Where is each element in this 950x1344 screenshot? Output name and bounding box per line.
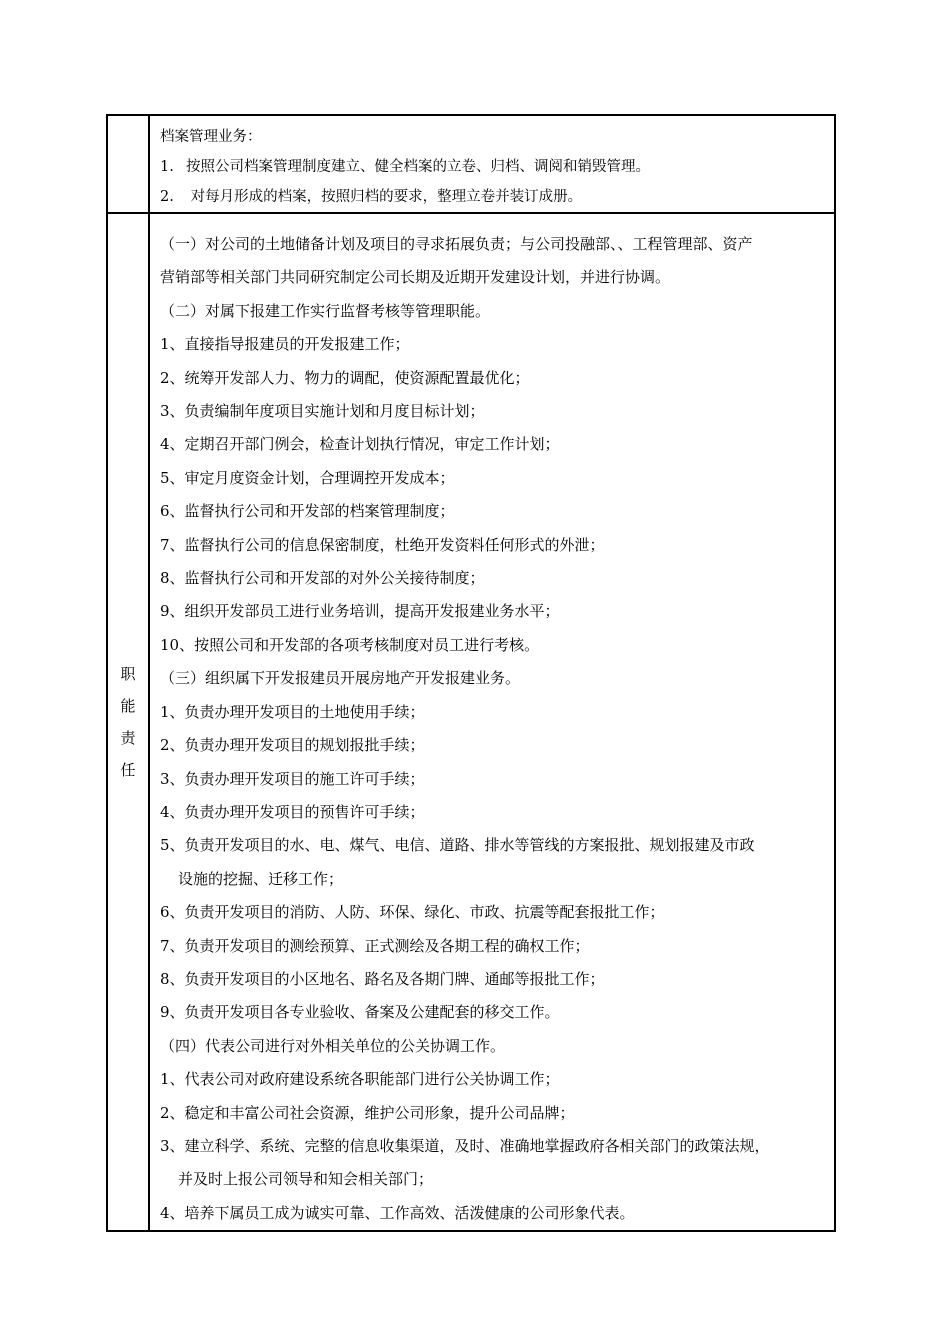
duty-line: 4、负责办理开发项目的预售许可手续； <box>160 802 425 821</box>
duties-label-char: 职 <box>120 665 136 684</box>
archive-item-text: 对每月形成的档案，按照归档的要求，整理立卷并装订成册。 <box>186 189 583 205</box>
duty-line: 8、监督执行公司和开发部的对外公关接待制度； <box>160 569 485 588</box>
duty-line: 4、定期召开部门例会，检查计划执行情况，审定工作计划； <box>160 435 560 454</box>
duty-line: 1、负责办理开发项目的土地使用手续； <box>160 702 425 721</box>
duties-content-cell <box>149 213 835 1231</box>
duty-section-heading: （三）组织属下开发报建员开展房地产开发报建业务。 <box>160 669 521 688</box>
duty-line-continuation: 设施的挖掘、迁移工作； <box>178 869 344 888</box>
archive-heading: 档案管理业务： <box>160 129 262 145</box>
responsibility-table <box>106 114 836 1232</box>
duty-line: 7、负责开发项目的测绘预算、正式测绘及各期工程的确权工作； <box>160 936 590 955</box>
duty-line: 2、稳定和丰富公司社会资源，维护公司形象，提升公司品牌； <box>160 1103 575 1122</box>
duty-line: 10、按照公司和开发部的各项考核制度对员工进行考核。 <box>160 635 540 654</box>
duty-line: 3、建立科学、系统、完整的信息收集渠道，及时、准确地掌握政府各相关部门的政策法规， <box>160 1136 770 1155</box>
duty-line: 4、培养下属员工成为诚实可靠、工作高效、活泼健康的公司形象代表。 <box>160 1203 635 1222</box>
duties-label-char: 责 <box>120 729 136 748</box>
duty-line: 3、负责编制年度项目实施计划和月度目标计划； <box>160 402 485 421</box>
duties-label-char: 能 <box>120 697 136 716</box>
duty-line: 6、负责开发项目的消防、人防、环保、绿化、市政、抗震等配套报批工作； <box>160 903 665 922</box>
archive-item-number: 2. <box>160 189 174 205</box>
duty-line: 1、直接指导报建员的开发报建工作； <box>160 335 410 354</box>
duties-label-char: 任 <box>120 761 136 780</box>
duties-label <box>118 658 138 786</box>
duty-line: 6、监督执行公司和开发部的档案管理制度； <box>160 502 455 521</box>
duty-line: 5、审定月度资金计划，合理调控开发成本； <box>160 468 455 487</box>
archive-row <box>107 115 835 213</box>
duty-line: 2、统筹开发部人力、物力的调配，使资源配置最优化； <box>160 368 530 387</box>
duty-line: 5、负责开发项目的水、电、煤气、电信、道路、排水等管线的方案报批、规划报建及市政 <box>160 836 755 855</box>
duty-line: 3、负责办理开发项目的施工许可手续； <box>160 769 425 788</box>
duty-section-heading: （一）对公司的土地储备计划及项目的寻求拓展负责；与公司投融部、、工程管理部、资产 <box>160 235 753 253</box>
archive-item-number: 1. <box>160 159 174 175</box>
archive-item <box>160 182 826 212</box>
duty-line: 9、组织开发部员工进行业务培训，提高开发报建业务水平； <box>160 602 560 621</box>
duty-section-heading: （四）代表公司进行对外相关单位的公关协调工作。 <box>160 1036 506 1055</box>
duty-line-continuation: 并及时上报公司领导和知会相关部门； <box>178 1170 434 1189</box>
duty-section-heading: （二）对属下报建工作实行监督考核等管理职能。 <box>160 301 491 320</box>
duties-label-cell <box>107 213 149 1231</box>
duty-line: 8、负责开发项目的小区地名、路名及各期门牌、通邮等报批工作； <box>160 969 605 988</box>
duty-line: 2、负责办理开发项目的规划报批手续； <box>160 736 425 755</box>
duty-line: 9、负责开发项目各专业验收、备案及公建配套的移交工作。 <box>160 1003 560 1022</box>
duties-row <box>107 213 835 1231</box>
archive-label-cell <box>107 115 149 213</box>
archive-content-cell <box>149 115 835 213</box>
archive-item <box>160 152 826 182</box>
duty-line: 1、代表公司对政府建设系统各职能部门进行公关协调工作； <box>160 1070 560 1089</box>
archive-item-text: 按照公司档案管理制度建立、健全档案的立卷、归档、调阅和销毁管理。 <box>186 159 650 175</box>
duty-line: 营销部等相关部门共同研究制定公司长期及近期开发建设计划，并进行协调。 <box>160 268 671 287</box>
duty-line: 7、监督执行公司的信息保密制度，杜绝开发资料任何形式的外泄； <box>160 535 605 554</box>
